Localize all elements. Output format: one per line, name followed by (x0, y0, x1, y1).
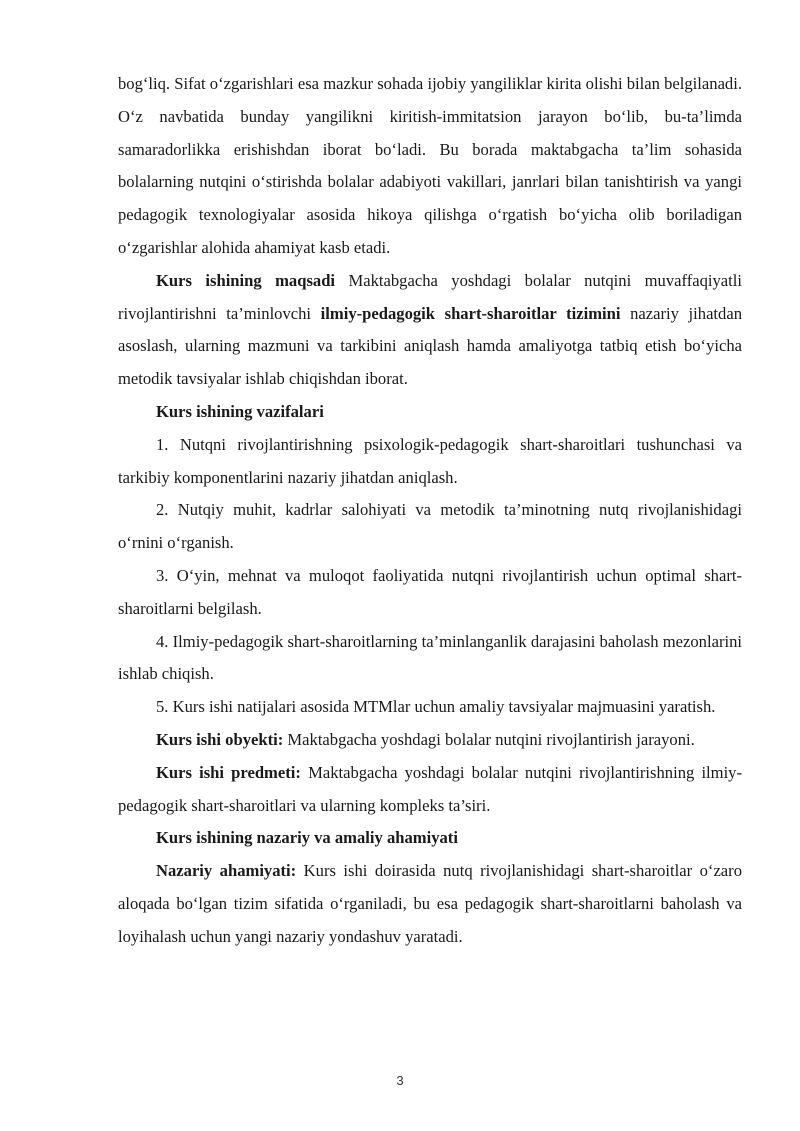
goal-text-2: nazariy jihatdan asoslash, ularning mazmuni va tarkibini aniqlash hamda amaliyotga tatbiq etish bo‘yicha metodik tavsiyalar ishlab chiqishdan iborat. (118, 303, 743, 389)
intro-text: bog‘liq. Sifat o‘zgarishlari esa mazkur sohada ijobiy yangiliklar kirita olishi bilan belgilanadi. O‘z navbatida bunday yangilikni kiritish-immitatsion jarayon bo‘lib, bu-ta’limda samaradorlikka erishishdan iborat bo‘ladi. Bu borada maktabgacha ta’lim sohasida bolalarning nutqini o‘stirishda bolalar adabiyoti vakillari, janrlari bilan tanishtirish va yangi pedagogik texnologiyalar asosida hikoya qilishga o‘rgatish bo‘yicha olib boriladigan o‘zgarishlar alohida ahamiyat kasb etadi. (118, 74, 742, 257)
object-paragraph (118, 724, 742, 757)
goal-text-1: Maktabgacha yoshdagi bolalar nutqini muvaffaqiyatli rivojlantirishni ta’minlovchi (118, 270, 742, 323)
object-label: Kurs ishi obyekti: (156, 729, 284, 749)
goal-bold-phrase: ilmiy-pedagogik shart-sharoitlar tizimini (320, 303, 621, 323)
task-item-2: 2. Nutqiy muhit, kadrlar salohiyati va metodik ta’minotning nutq rivojlanishidagi o‘rnini o‘rganish. (118, 500, 742, 553)
task-item-3: 3. O‘yin, mehnat va muloqot faoliyatida nutqni rivojlantirish uchun optimal shart-sharoitlarni belgilash. (118, 565, 742, 618)
task-item-5: 5. Kurs ishi natijalari asosida MTMlar uchun amaliy tavsiyalar majmuasini yaratish. (156, 697, 716, 717)
task-item-1: 1. Nutqni rivojlantirishning psixologik-pedagogik shart-sharoitlari tushunchasi va tarkibiy komponentlarini nazariy jihatdan aniqlash. (118, 434, 742, 487)
subject-text: Maktabgacha yoshdagi bolalar nutqini rivojlantirishning ilmiy-pedagogik shart-sharoitlari va ularning kompleks ta’siri. (118, 762, 743, 815)
significance-heading-text: Kurs ishining nazariy va amaliy ahamiyati (156, 828, 458, 848)
goal-label: Kurs ishining maqsadi (156, 270, 336, 290)
task-item-4: 4. Ilmiy-pedagogik shart-sharoitlarning ta’minlanganlik darajasini baholash mezonlarini ishlab chiqish. (118, 631, 742, 684)
subject-label: Kurs ishi predmeti: (156, 762, 301, 782)
tasks-heading-text: Kurs ishining vazifalari (156, 401, 324, 421)
theoretical-significance-label: Nazariy ahamiyati: (156, 861, 297, 881)
theoretical-significance-paragraph (118, 855, 742, 953)
significance-heading (118, 822, 742, 855)
intro-paragraph (118, 68, 742, 265)
theoretical-significance-text: Kurs ishi doirasida nutq rivojlanishidagi shart-sharoitlar o‘zaro aloqada bo‘lgan tizim sifatida o‘rganiladi, bu esa pedagogik shart-sharoitlarni baholash va loyihalash uchun yangi nazariy yondashuv yaratadi. (118, 861, 742, 946)
tasks-heading (118, 396, 742, 429)
page-number: 3 (396, 1073, 404, 1088)
goal-paragraph (118, 265, 742, 396)
subject-paragraph (118, 757, 742, 823)
object-text: Maktabgacha yoshdagi bolalar nutqini rivojlantirish jarayoni. (283, 729, 695, 749)
document-page (118, 68, 742, 954)
